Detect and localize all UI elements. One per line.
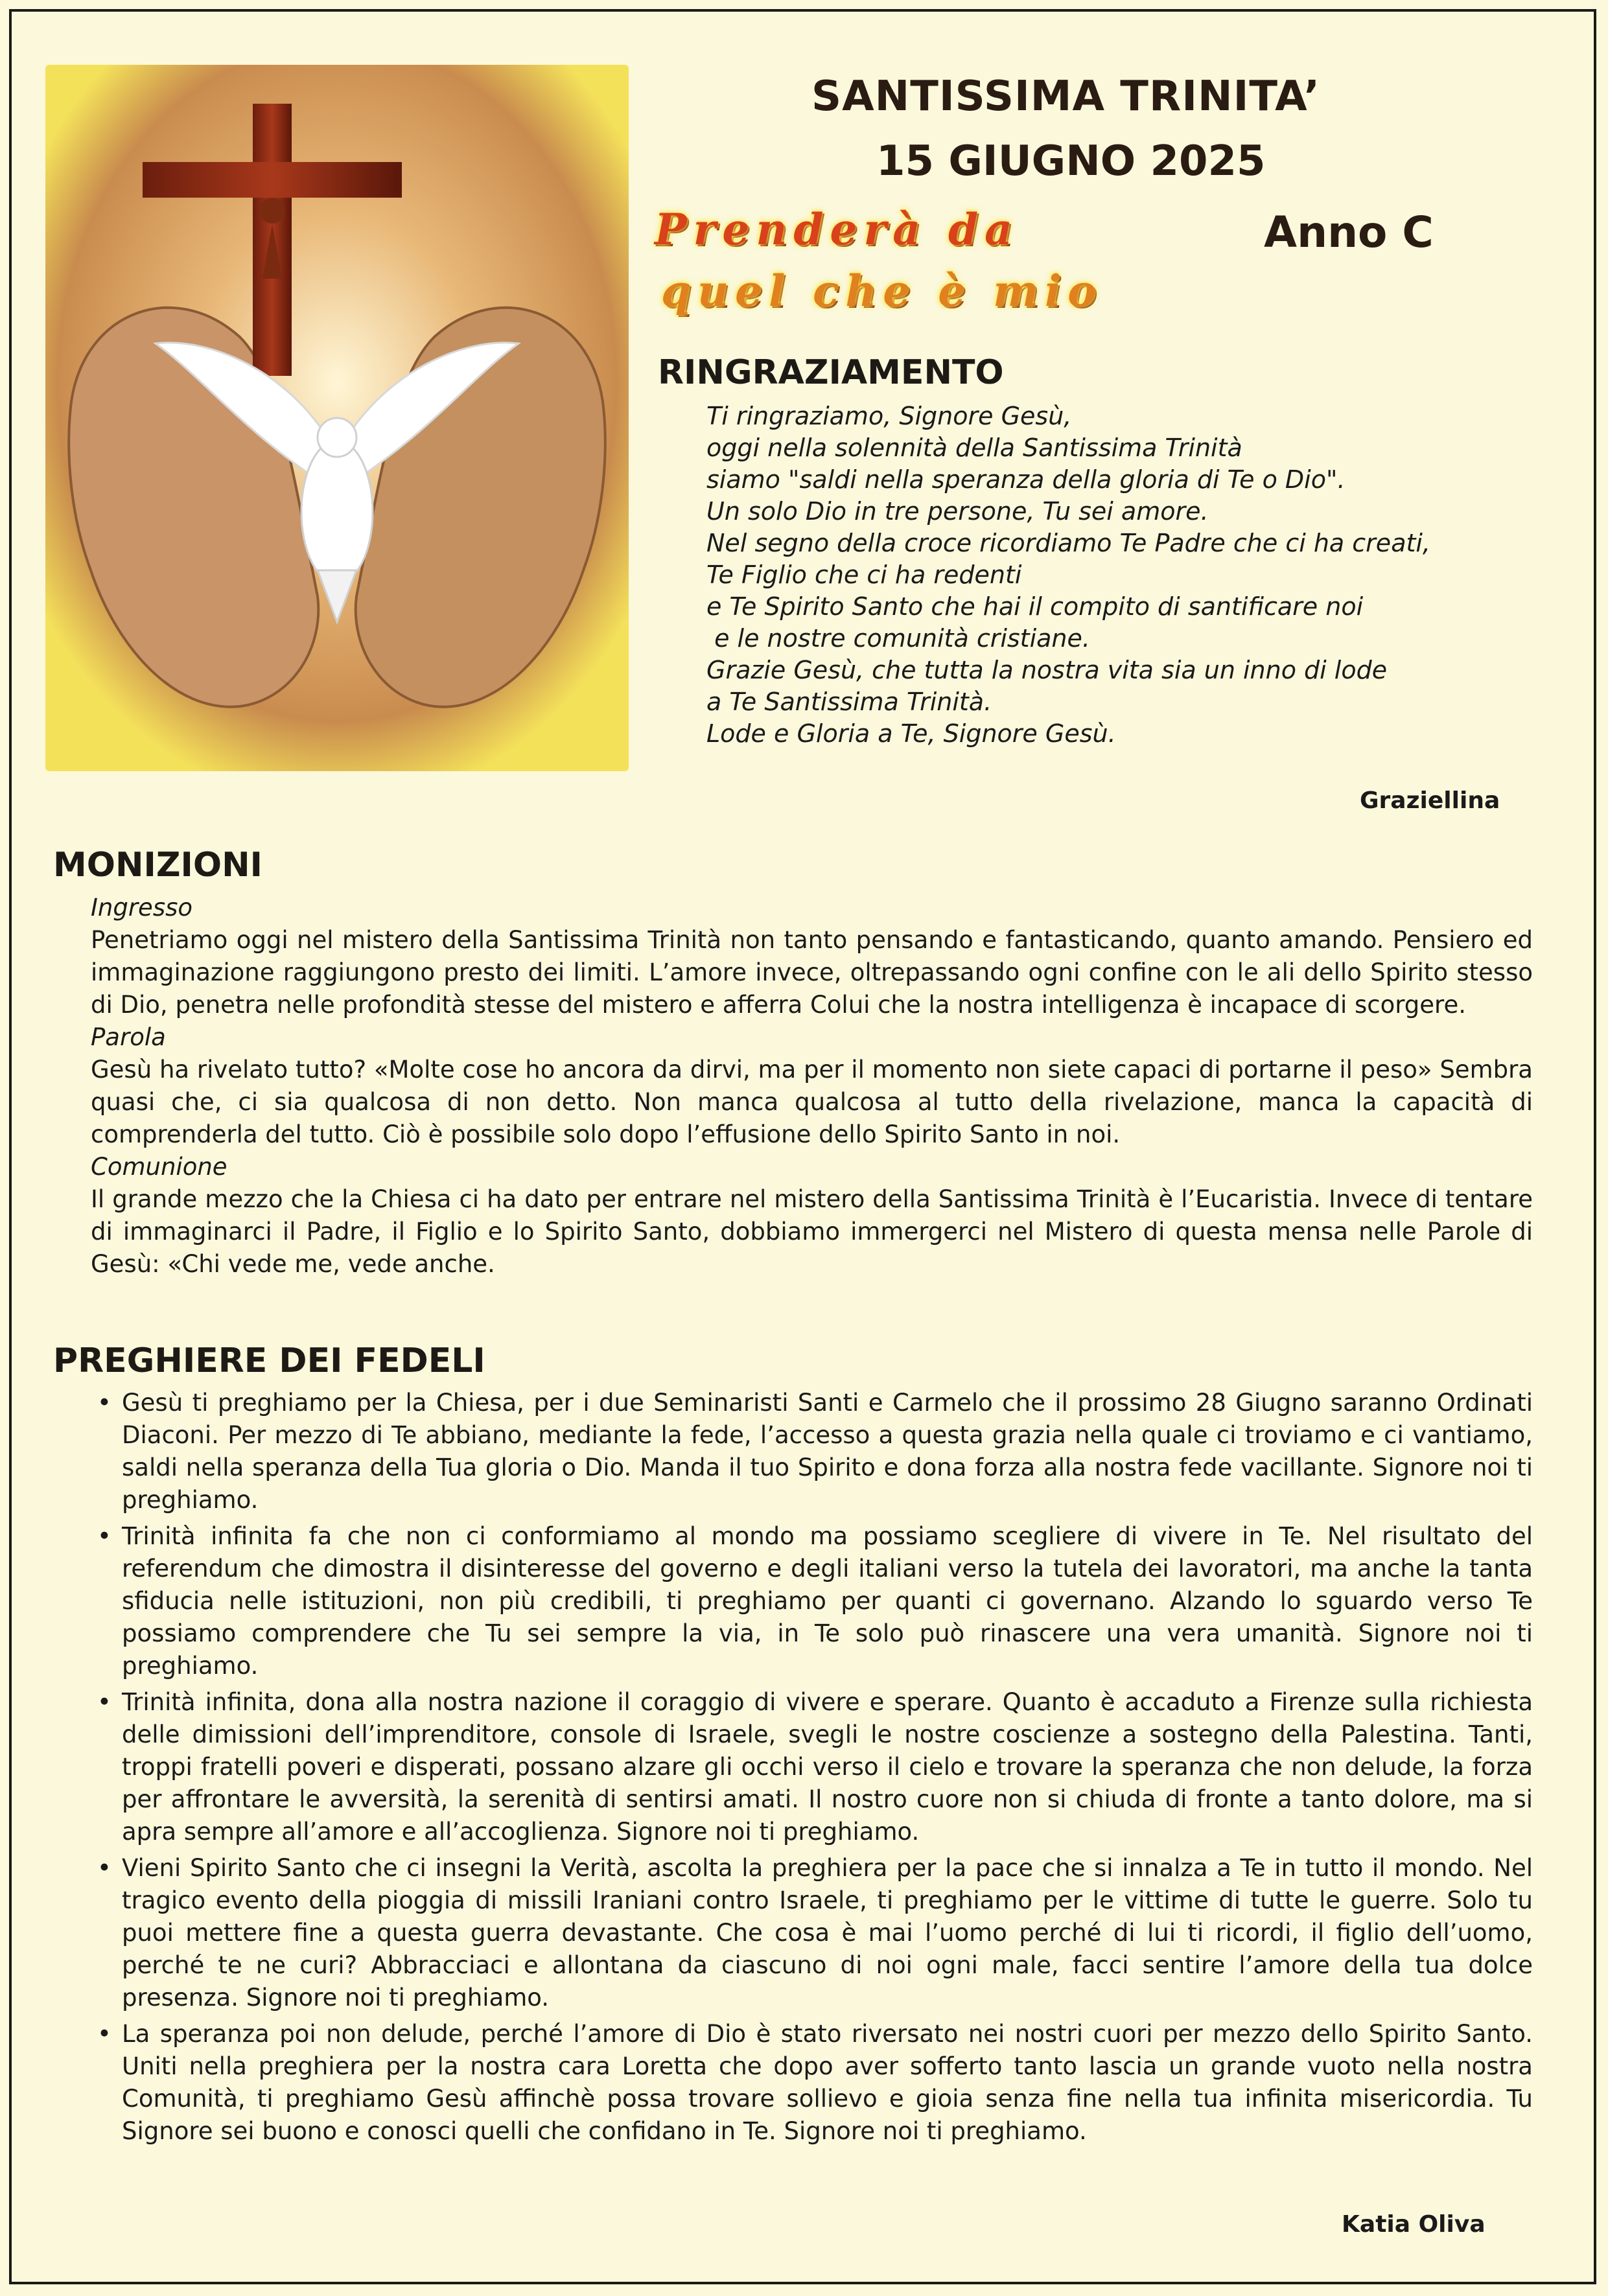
ringraziamento-line: Lode e Gloria a Te, Signore Gesù. — [706, 719, 1116, 748]
list-item — [97, 1520, 1533, 1682]
preghiera-text: Gesù ti preghiamo per la Chiesa, per i due Seminaristi Santi e Carmelo che il prossimo 28 Giugno saranno Ordinati Diaconi. Per mezzo di Te abbiano, mediante la fede, l’accesso a questa grazia nella quale ci troviamo e ci vantiamo, saldi nella speranza della Tua gloria o Dio. Manda il tuo Spirito e dona forza alla nostra fede vacillante. Signore noi ti preghiamo. — [122, 1389, 1533, 1514]
page-title: SANTISSIMA TRINITA’ — [811, 73, 1321, 121]
list-item — [97, 1686, 1533, 1848]
list-item — [97, 2018, 1533, 2148]
monizioni-body — [91, 892, 1533, 1281]
bullet-icon: • — [97, 1854, 111, 1882]
monizioni-heading: MONIZIONI — [53, 846, 262, 885]
ringraziamento-line: Un solo Dio in tre persone, Tu sei amore. — [706, 497, 1209, 526]
bullet-icon: • — [97, 2020, 111, 2048]
ringraziamento-text — [706, 400, 1549, 750]
monizione-text-parola: Gesù ha rivelato tutto? «Molte cose ho ancora da dirvi, ma per il momento non siete capaci di portarne il peso» Sembra quasi che, ci sia qualcosa di non detto. Non manca qualcosa al tutto della rivelazione, manca la capacità di comprenderla del tutto. Ciò è possibile solo dopo l’effusione dello Spirito Santo in noi. — [91, 1056, 1533, 1148]
motto-line-2: quel che è mio — [661, 266, 1103, 316]
dove-cross-hands-image — [45, 65, 629, 771]
preghiera-text: Vieni Spirito Santo che ci insegni la Verità, ascolta la preghiera per la pace che si innalza a Te in tutto il mondo. Nel tragico evento della pioggia di missili Iraniani contro Israele, ti preghiamo per le vittime di tutte le guerre. Solo tu puoi mettere fine a questa guerra devastante. Che cosa è mai l’uomo perché di lui ti ricordi, il figlio dell’uomo, perché te ne curi? Abbracciaci e allontana da ciascuno di noi ogni male, facci sentire l’amore della tua dolce presenza. Signore noi ti preghiamo. — [122, 1854, 1533, 2012]
bullet-icon: • — [97, 1688, 111, 1716]
bullet-icon: • — [97, 1389, 111, 1417]
ringraziamento-heading: RINGRAZIAMENTO — [658, 353, 1004, 392]
bullet-icon: • — [97, 1522, 111, 1550]
page-date: 15 GIUGNO 2025 — [876, 137, 1266, 185]
ringraziamento-line: e le nostre comunità cristiane. — [706, 624, 1090, 653]
ringraziamento-line: a Te Santissima Trinità. — [706, 688, 992, 716]
liturgical-year: Anno C — [1264, 207, 1434, 257]
ringraziamento-line: Nel segno della croce ricordiamo Te Padre che ci ha creati, — [706, 529, 1431, 557]
ringraziamento-line: Te Figlio che ci ha redenti — [706, 561, 1022, 589]
ringraziamento-line: Ti ringraziamo, Signore Gesù, — [706, 402, 1072, 430]
preghiere-heading: PREGHIERE DEI FEDELI — [53, 1341, 485, 1380]
monizione-text-comunione: Il grande mezzo che la Chiesa ci ha dato per entrare nel mistero della Santissima Trinità è l’Eucaristia. Invece di tentare di immaginarci il Padre, il Figlio e lo Spirito Santo, dobbiamo immergerci nel Mistero di questa mensa nelle Parole di Gesù: «Chi vede me, vede anche. — [91, 1185, 1533, 1278]
monizione-text-ingresso: Penetriamo oggi nel mistero della Santissima Trinità non tanto pensando e fantasticando, quanto amando. Pensiero ed immaginazione raggiungono presto dei limiti. L’amore invece, oltrepassando ogni confine con le ali dello Spirito stesso di Dio, penetra nelle profondità stesse del mistero e afferra Colui che la nostra intelligenza è incapace di scorgere. — [91, 926, 1533, 1019]
preghiera-text: Trinità infinita, dona alla nostra nazione il coraggio di vivere e sperare. Quanto è accaduto a Firenze sulla richiesta delle dimissioni dell’imprenditore, console di Israele, svegli le nostre coscienze a sostegno della Palestina. Tanti, troppi fratelli poveri e disperati, possano alzare gli occhi verso il cielo e trovare la speranza che non delude, la forza per affrontare le avversità, la serenità di sentirsi amati. Il nostro cuore non si chiuda di fronte a tanto dolore, ma si apra sempre all’amore e all’accoglienza. Signore noi ti preghiamo. — [122, 1688, 1533, 1846]
monizione-title-parola: Parola — [91, 1023, 166, 1051]
ringraziamento-line: Grazie Gesù, che tutta la nostra vita sia un inno di lode — [706, 656, 1388, 684]
ringraziamento-line: siamo "saldi nella speranza della gloria di Te o Dio". — [706, 465, 1346, 494]
preghiera-text: Trinità infinita fa che non ci conformiamo al mondo ma possiamo scegliere di vivere in Te. Nel risultato del referendum che dimostra il disinteresse del governo e degli italiani verso la tutela dei lavoratori, ma anche la tanta sfiducia nelle istituzioni, non più credibili, ti preghiamo per quanti ci governano. Alzando lo sguardo verso Te possiamo comprendere che Tu sei sempre la via, in Te solo può rinascere una vera umanità. Signore noi ti preghiamo. — [122, 1522, 1533, 1680]
preghiere-list — [97, 1387, 1533, 2151]
monizione-title-comunione: Comunione — [91, 1153, 227, 1181]
motto-line-1: Prenderà da — [655, 204, 1019, 255]
preghiera-text: La speranza poi non delude, perché l’amore di Dio è stato riversato nei nostri cuori per mezzo dello Spirito Santo. Uniti nella preghiera per la nostra cara Loretta che dopo aver sofferto tanto lascia un grande vuoto nella nostra Comunità, ti preghiamo Gesù affinchè possa trovare sollievo e gioia senza fine nella tua infinita misericordia. Tu Signore sei buono e conosci quelli che confidano in Te. Signore noi ti preghiamo. — [122, 2020, 1533, 2145]
monizione-title-ingresso: Ingresso — [91, 894, 193, 922]
ringraziamento-signature: Graziellina — [1360, 787, 1500, 814]
dove-cross-hands-icon — [45, 65, 629, 771]
list-item — [97, 1852, 1533, 2014]
list-item — [97, 1387, 1533, 1516]
ringraziamento-line: e Te Spirito Santo che hai il compito di santificare noi — [706, 592, 1364, 621]
preghiere-signature: Katia Oliva — [1342, 2211, 1486, 2238]
ringraziamento-line: oggi nella solennità della Santissima Trinità — [706, 434, 1242, 462]
